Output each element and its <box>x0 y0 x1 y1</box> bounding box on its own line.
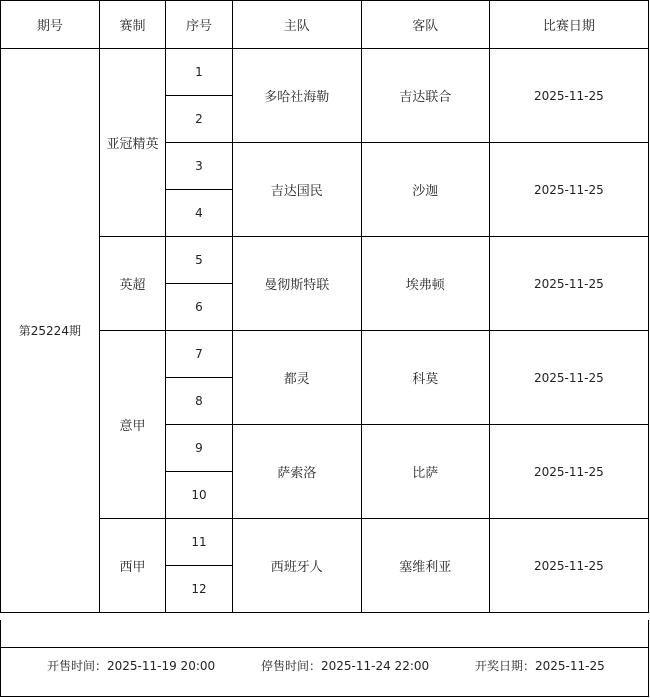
home-team-cell: 都灵 <box>232 331 361 425</box>
away-team-cell: 塞维利亚 <box>361 519 489 613</box>
away-team-cell: 吉达联合 <box>361 49 489 143</box>
seq-cell: 4 <box>166 190 233 237</box>
match-date-cell: 2025-11-25 <box>489 519 648 613</box>
match-date-cell: 2025-11-25 <box>489 49 648 143</box>
seq-cell: 10 <box>166 472 233 519</box>
sale-open-time: 开售时间：2025-11-19 20:00 <box>47 659 216 673</box>
table-row <box>1 49 649 96</box>
match-date-cell: 2025-11-25 <box>489 425 648 519</box>
match-date-cell: 2025-11-25 <box>489 331 648 425</box>
home-team-cell: 吉达国民 <box>232 143 361 237</box>
home-team-cell: 萨索洛 <box>232 425 361 519</box>
away-team-cell: 埃弗顿 <box>361 237 489 331</box>
seq-cell: 3 <box>166 143 233 190</box>
match-date-cell: 2025-11-25 <box>489 237 648 331</box>
header-away: 客队 <box>361 1 489 49</box>
seq-cell: 7 <box>166 331 233 378</box>
empty-row <box>0 620 649 648</box>
seq-cell: 6 <box>166 284 233 331</box>
sale-info-footer <box>0 648 649 697</box>
home-team-cell: 曼彻斯特联 <box>232 237 361 331</box>
away-team-cell: 科莫 <box>361 331 489 425</box>
seq-cell: 2 <box>166 96 233 143</box>
header-home: 主队 <box>232 1 361 49</box>
match-date-cell: 2025-11-25 <box>489 143 648 237</box>
home-team-cell: 多哈社海勒 <box>232 49 361 143</box>
sale-close-time: 停售时间：2025-11-24 22:00 <box>261 659 430 673</box>
header-competition: 赛制 <box>99 1 166 49</box>
competition-cell: 意甲 <box>99 331 166 519</box>
draw-date: 开奖日期：2025-11-25 <box>475 659 605 673</box>
seq-cell: 12 <box>166 566 233 613</box>
home-team-cell: 西班牙人 <box>232 519 361 613</box>
header-seq: 序号 <box>166 1 233 49</box>
issue-cell: 第25224期 <box>1 49 100 613</box>
seq-cell: 1 <box>166 49 233 96</box>
away-team-cell: 比萨 <box>361 425 489 519</box>
header-issue: 期号 <box>1 1 100 49</box>
competition-cell: 亚冠精英 <box>99 49 166 237</box>
seq-cell: 9 <box>166 425 233 472</box>
seq-cell: 8 <box>166 378 233 425</box>
seq-cell: 11 <box>166 519 233 566</box>
header-date: 比赛日期 <box>489 1 648 49</box>
seq-cell: 5 <box>166 237 233 284</box>
away-team-cell: 沙迦 <box>361 143 489 237</box>
competition-cell: 英超 <box>99 237 166 331</box>
competition-cell: 西甲 <box>99 519 166 613</box>
header-row <box>1 1 649 49</box>
